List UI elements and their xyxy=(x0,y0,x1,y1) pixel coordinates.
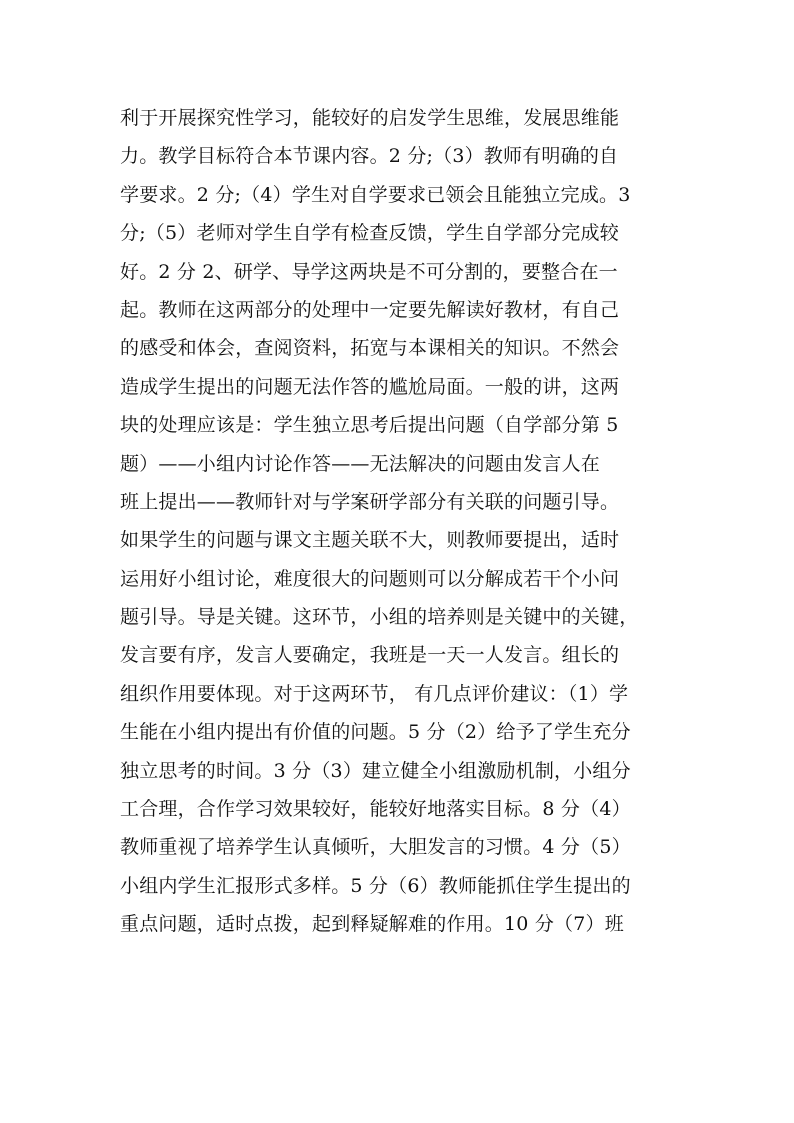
text-line: 块的处理应该是：学生独立思考后提出问题（自学部分第 5 xyxy=(120,414,619,437)
text-line: 工合理，合作学习效果较好，能较好地落实目标。8 分（4） xyxy=(120,798,631,821)
text-line: 如果学生的问题与课文主题关联不大，则教师要提出，适时 xyxy=(120,529,620,552)
text-line: 力。教学目标符合本节课内容。2 分;（3）教师有明确的自 xyxy=(120,145,619,168)
text-line: 小组内学生汇报形式多样。5 分（6）教师能抓住学生提出的 xyxy=(120,874,631,897)
text-line: 运用好小组讨论，难度很大的问题则可以分解成若干个小问 xyxy=(120,567,620,590)
text-line: 分;（5）老师对学生自学有检查反馈，学生自学部分完成较 xyxy=(120,222,619,245)
text-line: 起。教师在这两部分的处理中一定要先解读好教材，有自己 xyxy=(120,298,620,321)
text-line: 利于开展探究性学习，能较好的启发学生思维，发展思维能 xyxy=(120,107,620,129)
text-line: 组织作用要体现。对于这两环节， 有几点评价建议：（1）学 xyxy=(120,682,629,705)
text-line: 题引导。导是关键。这环节，小组的培养则是关键中的关键， xyxy=(120,606,639,629)
text-line: 好。2 分 2、研学、导学这两块是不可分割的，要整合在一 xyxy=(120,260,618,283)
text-line: 题）——小组内讨论作答——无法解决的问题由发言人在 xyxy=(120,452,601,475)
text-line: 班上提出——教师针对与学案研学部分有关联的问题引导。 xyxy=(120,490,620,513)
text-line: 教师重视了培养学生认真倾听，大胆发言的习惯。4 分（5） xyxy=(120,836,631,859)
text-line: 独立思考的时间。3 分（3）建立健全小组激励机制，小组分 xyxy=(120,759,631,782)
body-text xyxy=(120,99,700,944)
text-line: 造成学生提出的问题无法作答的尴尬局面。一般的讲，这两 xyxy=(120,375,620,398)
text-line: 生能在小组内提出有价值的问题。5 分（2）给予了学生充分 xyxy=(120,721,631,744)
text-line: 的感受和体会，查阅资料，拓宽与本课相关的知识。不然会 xyxy=(120,337,620,360)
text-line: 发言要有序，发言人要确定，我班是一天一人发言。组长的 xyxy=(120,644,620,667)
text-line: 学要求。2 分;（4）学生对自学要求已领会且能独立完成。3 xyxy=(120,183,631,206)
text-line: 重点问题，适时点拨，起到释疑解难的作用。10 分（7）班 xyxy=(120,913,624,936)
